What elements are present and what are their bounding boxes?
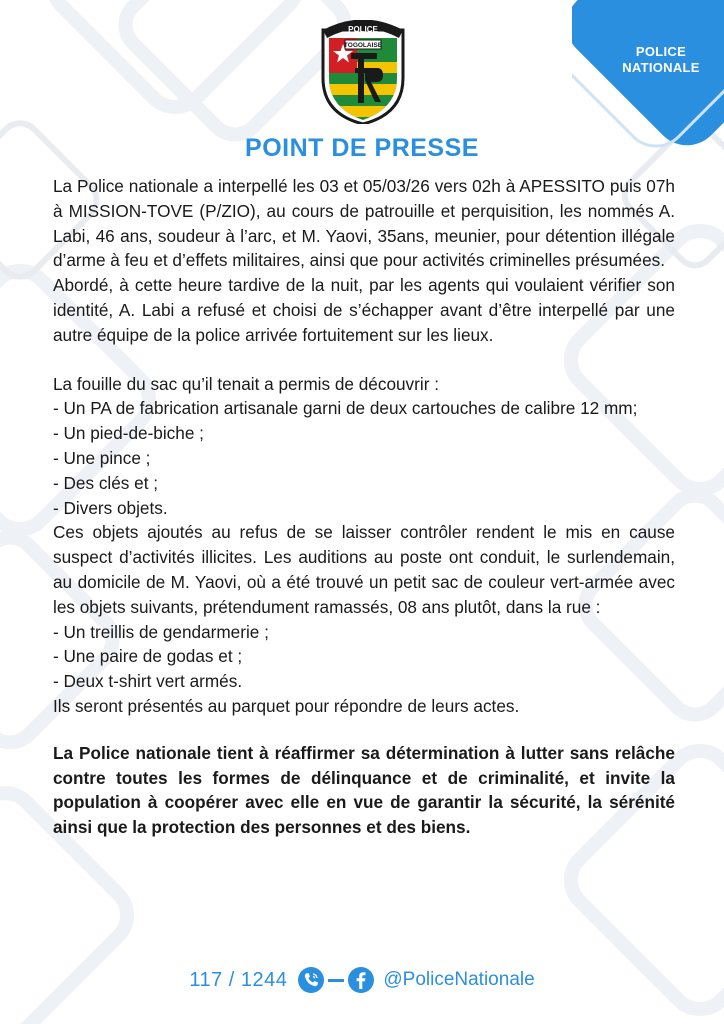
paragraph-escape: Abordé, à cette heure tardive de la nuit, par les agents qui voulaient vérifier son identité, A. Labi a refusé et choisi de s’échapper avant d’être interpellé par une autre équipe de la police arrivée fortuitement sur les lieux. (53, 275, 675, 345)
logo-top-text: POLICE (348, 25, 378, 34)
seized-items-list (53, 396, 675, 520)
corner-badge-label (600, 44, 722, 76)
list-item: - Un PA de fabrication artisanale garni de deux cartouches de calibre 12 mm; (53, 398, 638, 419)
list-item: - Des clés et ; (53, 472, 159, 493)
footer-contacts (0, 960, 724, 1000)
list-item: - Un treillis de gendarmerie ; (53, 621, 269, 642)
military-items-list (53, 620, 675, 694)
list-item: - Une pince ; (53, 447, 151, 468)
paragraph-investigation: Ces objets ajoutés au refus de se laisser contrôler rendent le mis en cause suspect d’activités illicites. Les auditions au poste ont conduit, le surlendemain, au domicile de M. Yaovi, où a été trouvé un petit sac de couleur vert-armée avec les objets suivants, prétendument ramassés, 08 ans plutôt, dans la rue : (53, 522, 675, 617)
paragraph-arrest: La Police nationale a interpellé les 03 et 05/03/26 vers 02h à APESSITO puis 07h à MISSION-TOVE (P/ZIO), au cours de patrouille et perquisition, les nommés A. Labi, 46 ans, soudeur à l’arc, et M. Yaovi, 35ans, meunier, pour détention illégale d’arme à feu et d’effets militaires, ainsi que pour activités criminelles présumées. (53, 176, 675, 271)
list-item: - Une paire de godas et ; (53, 646, 243, 667)
list-item: - Deux t-shirt vert armés. (53, 671, 243, 692)
page-title: POINT DE PRESSE (245, 134, 479, 162)
separator-dash (328, 979, 344, 982)
corner-label-line1: POLICE (635, 44, 687, 59)
press-release-body (53, 174, 675, 840)
emergency-numbers: 117 / 1244 (189, 968, 288, 991)
facebook-icon[interactable] (347, 966, 375, 994)
paragraph-closing: La Police nationale tient à réaffirmer sa détermination à lutter sans relâche contre toutes les formes de délinquance et de criminalité, et invite la population à coopérer avec elle en vue de garantir la sécurité, la sérénité ainsi que la protection des personnes et des biens. (53, 742, 675, 838)
paragraph-prosecution: Ils seront présentés au parquet pour répondre de leurs actes. (53, 695, 520, 716)
social-handle[interactable]: @PoliceNationale (383, 969, 535, 990)
list-item: - Un pied-de-biche ; (53, 423, 204, 444)
phone-icon[interactable] (297, 966, 325, 994)
paragraph-spacer (53, 348, 675, 372)
corner-label-line2: NATIONALE (622, 60, 700, 75)
police-logo (315, 20, 411, 124)
paragraph-search-intro: La fouille du sac qu’il tenait a permis de découvrir : (53, 373, 439, 394)
logo-band-text: TOGOLAISE (343, 42, 383, 49)
list-item: - Divers objets. (53, 497, 168, 518)
